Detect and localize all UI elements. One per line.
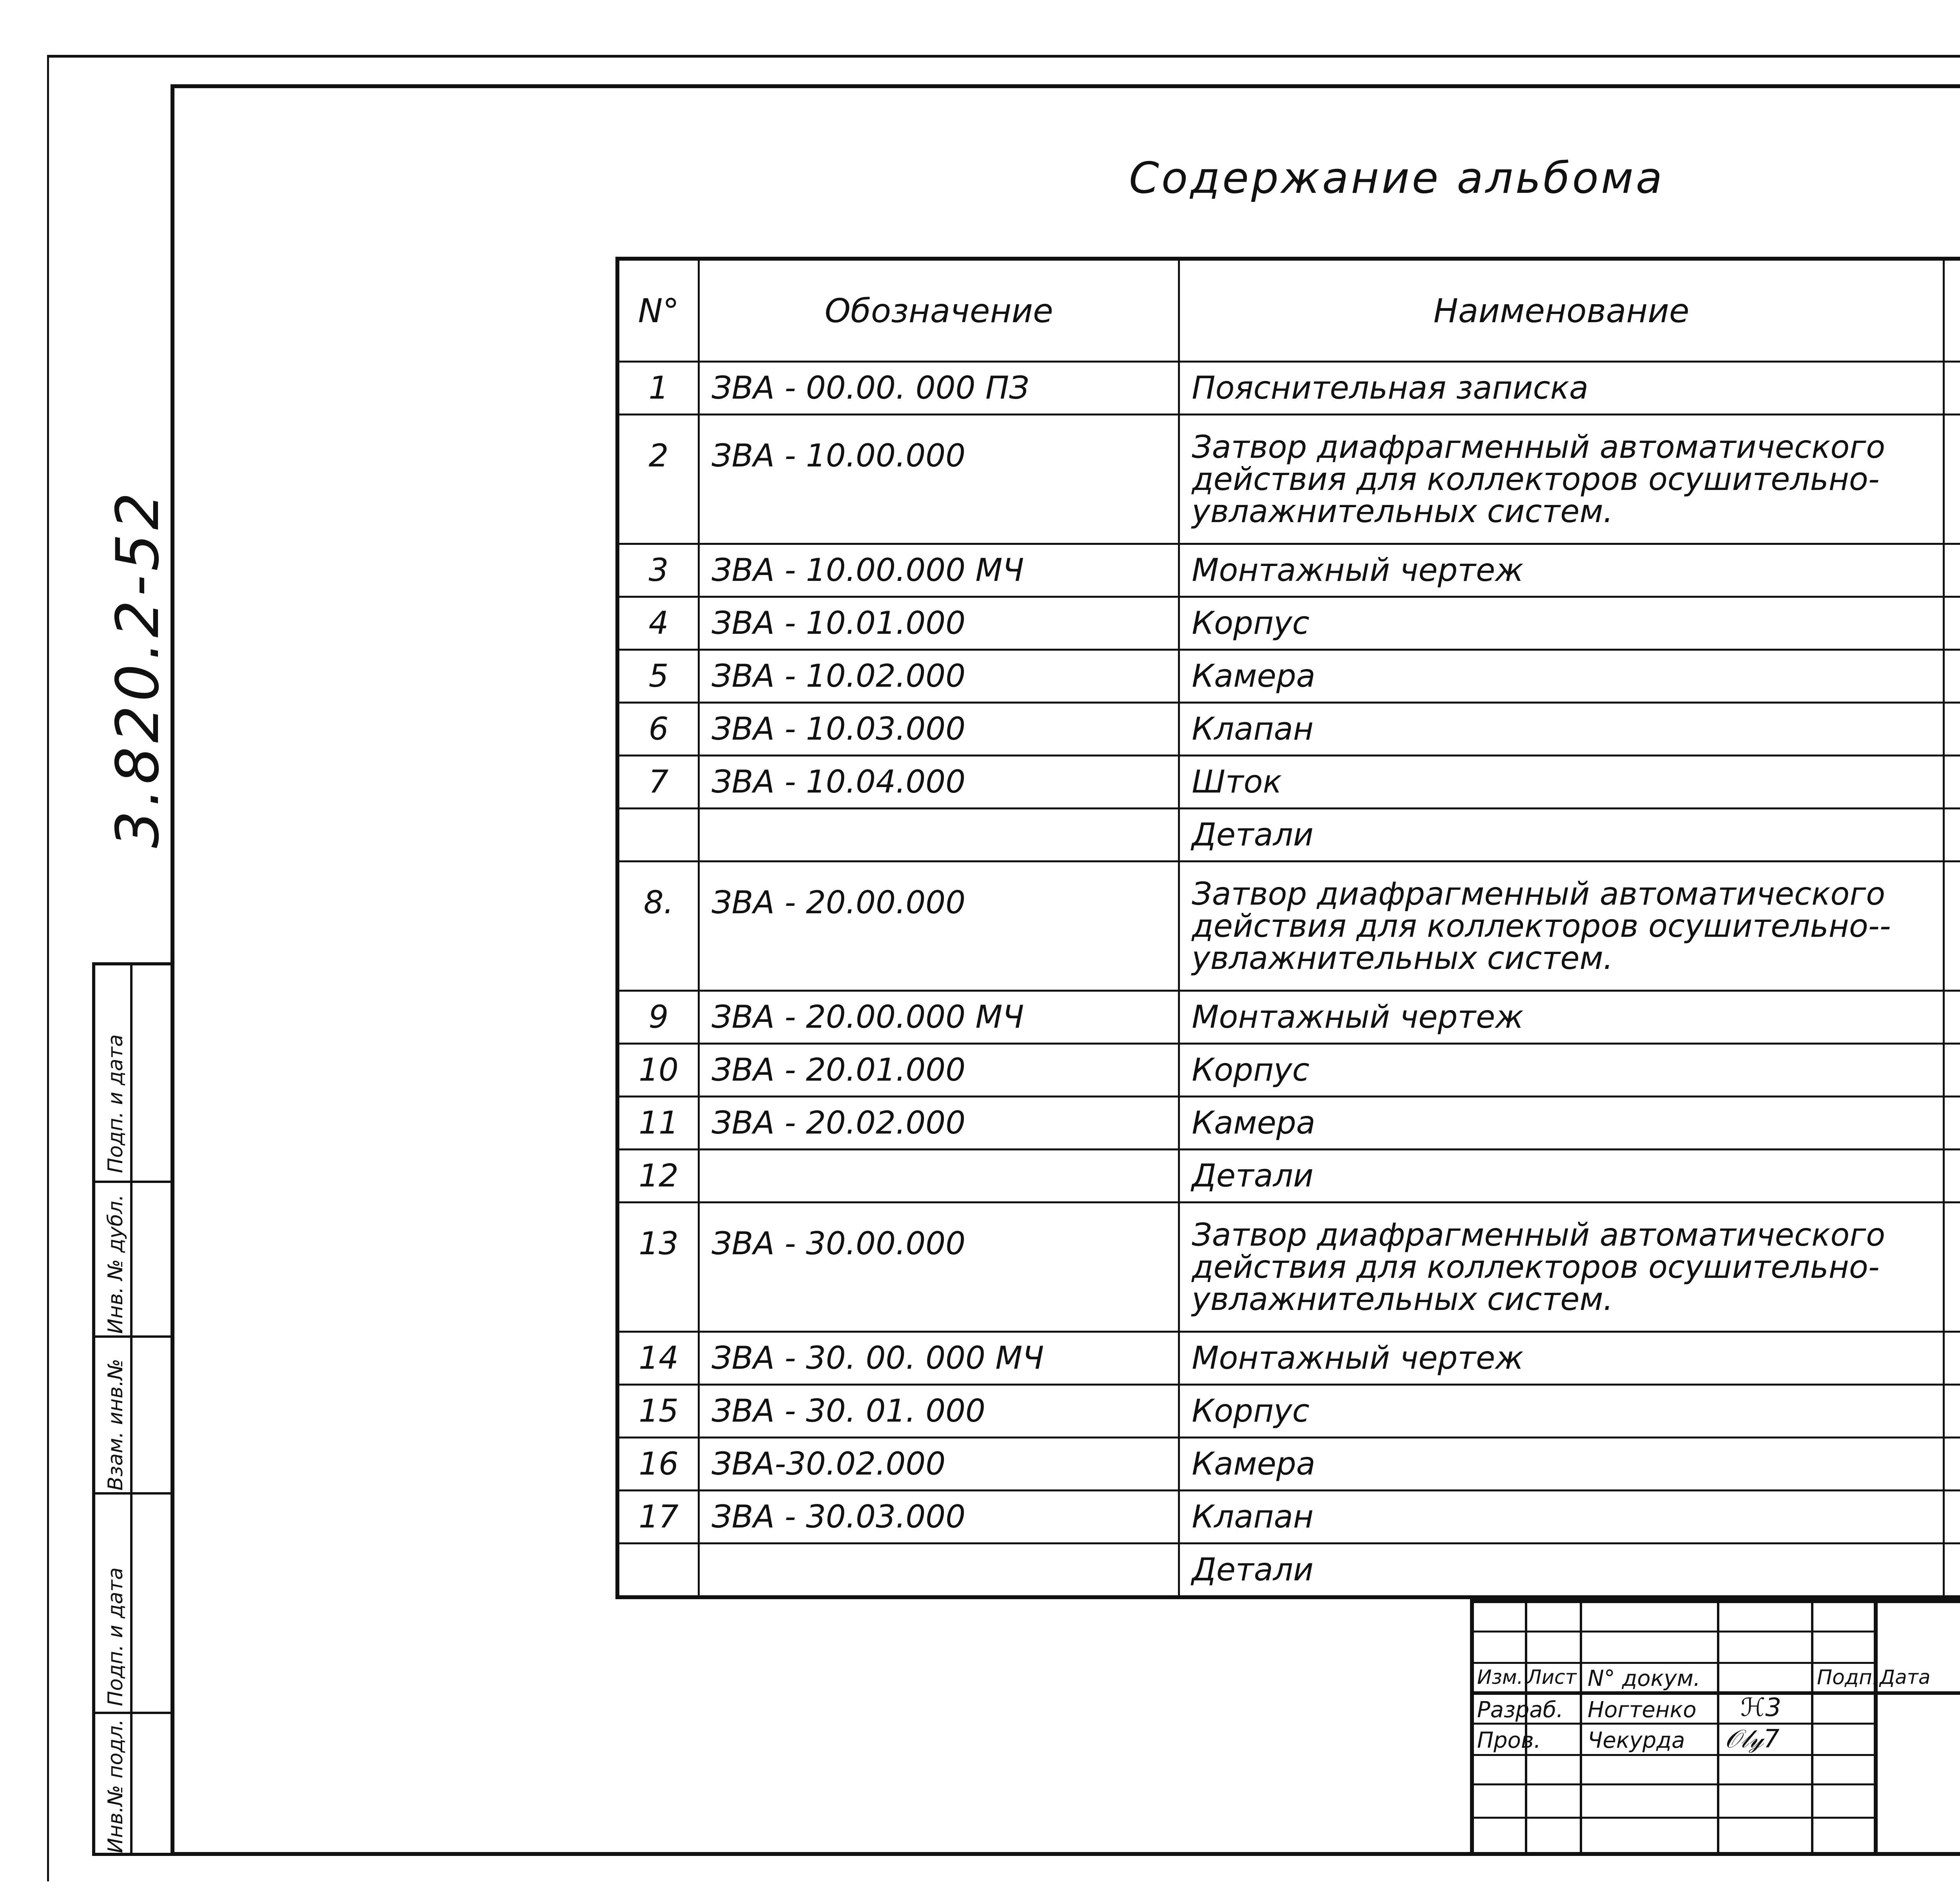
cell-page [1944, 415, 1960, 544]
cell-page [1944, 862, 1960, 991]
cell-page [1944, 1491, 1960, 1544]
cell-num [617, 809, 699, 862]
cell-num: 9 [617, 991, 699, 1044]
cell-num: 4 [617, 597, 699, 650]
strip-cell-sign-date-2 [95, 1495, 171, 1714]
table-row [617, 1097, 1960, 1150]
cell-page [1944, 650, 1960, 703]
cell-code: ЗВА - 20.00.000 МЧ [699, 991, 1179, 1044]
cell-code: ЗВА-30.02.000 [699, 1438, 1179, 1491]
cell-num: 6 [617, 703, 699, 756]
cell-num [617, 1544, 699, 1598]
tb-line [1474, 1631, 1874, 1633]
cell-code: ЗВА - 30.03.000 [699, 1491, 1179, 1544]
page-title: Содержание альбома [1129, 153, 1665, 203]
cell-name: Корпус [1179, 597, 1944, 650]
table-row [617, 544, 1960, 597]
cell-code [699, 809, 1179, 862]
cell-name: Корпус [1179, 1044, 1944, 1097]
cell-page [1944, 1044, 1960, 1097]
cell-num: 3 [617, 544, 699, 597]
cell-code: ЗВА - 10.00.000 МЧ [699, 544, 1179, 597]
table-row [617, 809, 1960, 862]
cell-name: Детали [1179, 1150, 1944, 1203]
cell-name: Клапан [1179, 703, 1944, 756]
header-page [1944, 259, 1960, 362]
tb-line [1474, 1754, 1874, 1756]
cell-page [1944, 1332, 1960, 1385]
cell-name: Клапан [1179, 1491, 1944, 1544]
table-row [617, 756, 1960, 809]
tb-line [1474, 1662, 1874, 1664]
tb-role-developer: Разраб. [1477, 1697, 1564, 1723]
table-row [617, 415, 1960, 544]
cell-code: ЗВА - 30. 01. 000 [699, 1385, 1179, 1438]
table-row [617, 1438, 1960, 1491]
cell-name: Затвор диафрагменный автоматического действия для коллекторов осушительно-увлажнительных систем. [1179, 415, 1944, 544]
cell-name: Шток [1179, 756, 1944, 809]
cell-code: ЗВА - 30.00.000 [699, 1203, 1179, 1332]
cell-num: 11 [617, 1097, 699, 1150]
tb-line [1474, 1817, 1874, 1819]
tb-header-doc: N° докум. [1588, 1666, 1700, 1691]
cell-code: ЗВА - 10.03.000 [699, 703, 1179, 756]
table-body [617, 362, 1960, 1598]
table-row [617, 1385, 1960, 1438]
cell-num: 16 [617, 1438, 699, 1491]
cell-name: Камера [1179, 1438, 1944, 1491]
strip-cell-replace-inv [95, 1338, 171, 1495]
tb-header-date: Дата [1880, 1666, 1931, 1689]
table-row [617, 991, 1960, 1044]
cell-num: 1 [617, 362, 699, 415]
contents-table [615, 257, 1960, 1599]
cell-name: Камера [1179, 650, 1944, 703]
cell-page [1944, 756, 1960, 809]
cell-page [1944, 1203, 1960, 1332]
table-header-row [617, 259, 1960, 362]
cell-name: Затвор диафрагменный автоматического действия для коллекторов осушительно-увлажнительных систем. [1179, 1203, 1944, 1332]
tb-header-izm: Изм. [1477, 1666, 1523, 1689]
cell-code [699, 1544, 1179, 1598]
cell-page [1944, 1385, 1960, 1438]
cell-num: 15 [617, 1385, 699, 1438]
table-row [617, 1044, 1960, 1097]
strip-cell-sign-date-1 [95, 965, 171, 1183]
cell-code [699, 1150, 1179, 1203]
cell-code: ЗВА - 20.02.000 [699, 1097, 1179, 1150]
tb-sign-developer: ℋ3 [1740, 1693, 1781, 1722]
cell-num: 17 [617, 1491, 699, 1544]
cell-num: 8. [617, 862, 699, 991]
tb-line [1474, 1723, 1874, 1725]
cell-code: ЗВА - 20.01.000 [699, 1044, 1179, 1097]
header-name: Наименование [1179, 259, 1944, 362]
strip-cell-orig-inv [95, 1714, 171, 1856]
cell-page [1944, 1097, 1960, 1150]
table-row [617, 597, 1960, 650]
strip-cell-dup-inv [95, 1183, 171, 1338]
cell-code: ЗВА - 10.04.000 [699, 756, 1179, 809]
cell-name: Монтажный чертеж [1179, 991, 1944, 1044]
cell-page [1944, 1150, 1960, 1203]
tb-header-sign: Подп. [1817, 1666, 1879, 1689]
side-stamp-strip [92, 962, 171, 1856]
album-code: 3.820.2-52 [104, 488, 172, 848]
tb-name-developer: Ногтенко [1588, 1697, 1697, 1723]
cell-num: 5 [617, 650, 699, 703]
table-row [617, 1491, 1960, 1544]
table-row [617, 1150, 1960, 1203]
cell-page [1944, 703, 1960, 756]
cell-code: ЗВА - 10.00.000 [699, 415, 1179, 544]
cell-num: 7 [617, 756, 699, 809]
strip-label: Взам. инв.№ [104, 1359, 127, 1491]
table-row [617, 1332, 1960, 1385]
table-row [617, 650, 1960, 703]
header-code: Обозначение [699, 259, 1179, 362]
cell-name: Монтажный чертеж [1179, 544, 1944, 597]
cell-name: Монтажный чертеж [1179, 1332, 1944, 1385]
strip-label: Инв. № дубл. [104, 1194, 127, 1334]
cell-page [1944, 1438, 1960, 1491]
cell-name: Корпус [1179, 1385, 1944, 1438]
tb-name-checker: Чекурда [1588, 1728, 1685, 1753]
cell-page [1944, 544, 1960, 597]
table-row [617, 703, 1960, 756]
cell-num: 12 [617, 1150, 699, 1203]
tb-line [1874, 1603, 1878, 1856]
cell-name: Затвор диафрагменный автоматического действия для коллекторов осушительно--увлажнительных систем. [1179, 862, 1944, 991]
cell-num: 14 [617, 1332, 699, 1385]
cell-name: Пояснительная записка [1179, 362, 1944, 415]
cell-page [1944, 597, 1960, 650]
title-block [1470, 1599, 1960, 1856]
header-num: N° [617, 259, 699, 362]
cell-page [1944, 1544, 1960, 1598]
tb-role-checker: Пров. [1477, 1728, 1541, 1753]
tb-sign-checker: 𝒪𝓁𝓎7 [1725, 1725, 1780, 1754]
cell-name: Детали [1179, 1544, 1944, 1598]
cell-code: ЗВА - 10.02.000 [699, 650, 1179, 703]
strip-label: Подп. и дата [104, 1567, 127, 1706]
table-row [617, 862, 1960, 991]
cell-code: ЗВА - 00.00. 000 ПЗ [699, 362, 1179, 415]
cell-name: Камера [1179, 1097, 1944, 1150]
table-row [617, 1203, 1960, 1332]
tb-line [1474, 1783, 1874, 1785]
cell-page [1944, 809, 1960, 862]
cell-page [1944, 362, 1960, 415]
strip-label: Подп. и дата [104, 1034, 127, 1173]
strip-label: Инв.№ подл. [104, 1719, 127, 1853]
table-row [617, 1544, 1960, 1598]
cell-code: ЗВА - 10.01.000 [699, 597, 1179, 650]
cell-num: 13 [617, 1203, 699, 1332]
cell-num: 2 [617, 415, 699, 544]
cell-code: ЗВА - 20.00.000 [699, 862, 1179, 991]
cell-code: ЗВА - 30. 00. 000 МЧ [699, 1332, 1179, 1385]
tb-header-list: Лист [1527, 1666, 1577, 1689]
table-row [617, 362, 1960, 415]
cell-num: 10 [617, 1044, 699, 1097]
cell-page [1944, 991, 1960, 1044]
cell-name: Детали [1179, 809, 1944, 862]
tb-line [1474, 1691, 1960, 1695]
